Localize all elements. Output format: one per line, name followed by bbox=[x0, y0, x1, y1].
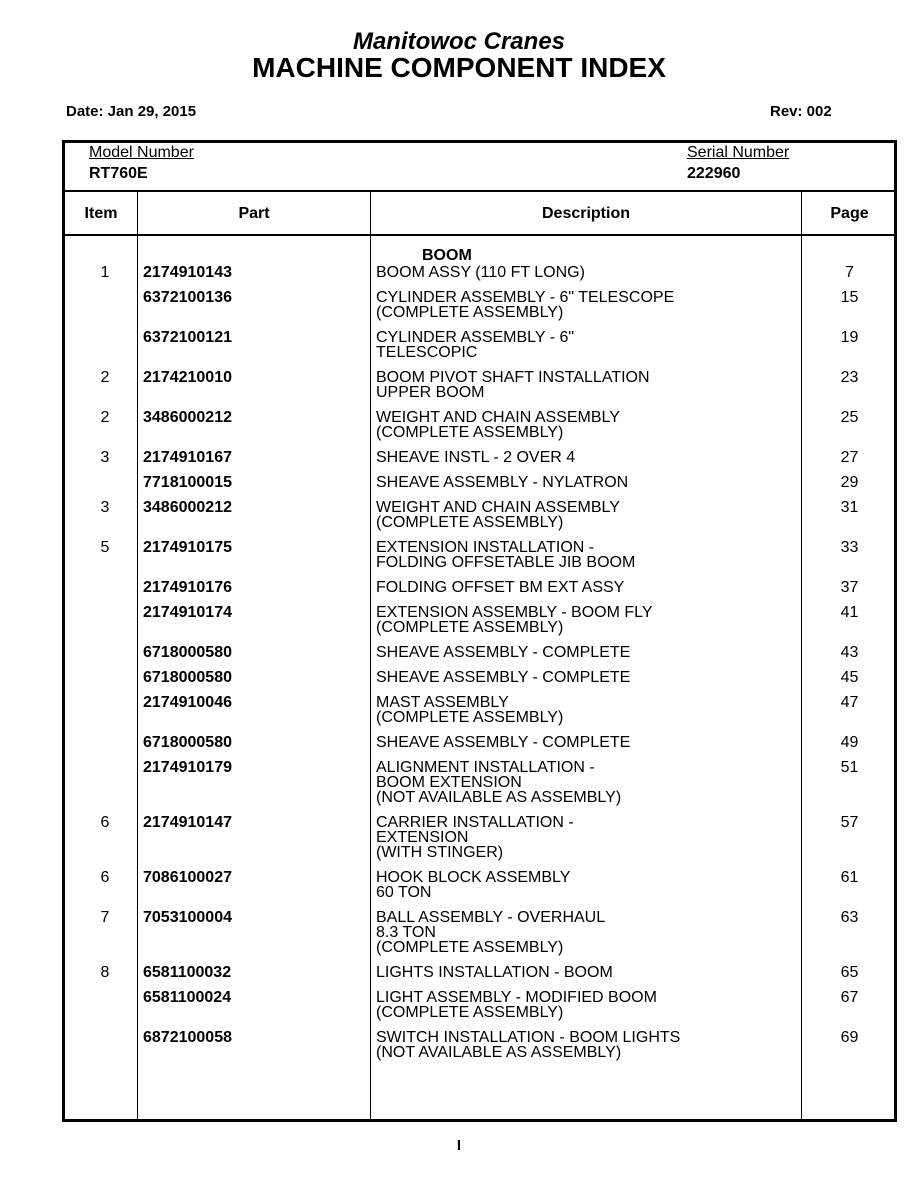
row-part-number: 2174910046 bbox=[143, 694, 232, 711]
row-description: LIGHTS INSTALLATION - BOOM bbox=[376, 964, 613, 981]
row-item-number: 2 bbox=[100, 409, 110, 426]
row-page-number: 7 bbox=[845, 264, 854, 281]
row-description: SHEAVE INSTL - 2 OVER 4 bbox=[376, 449, 576, 466]
row-part-number: 7718100015 bbox=[143, 474, 232, 491]
row-part-number: 6872100058 bbox=[143, 1029, 232, 1046]
row-description: BOOM ASSY (110 FT LONG) bbox=[376, 264, 585, 281]
component-index-table bbox=[62, 140, 897, 1122]
document-revision: Rev: 002 bbox=[770, 103, 832, 120]
row-item-number: 6 bbox=[100, 869, 110, 886]
company-name: Manitowoc Cranes bbox=[352, 28, 566, 55]
row-description: SHEAVE ASSEMBLY - COMPLETE bbox=[376, 734, 631, 751]
row-description: SHEAVE ASSEMBLY - NYLATRON bbox=[376, 474, 629, 491]
model-number-label: Model Number bbox=[89, 144, 194, 161]
row-description: WEIGHT AND CHAIN ASSEMBLY (COMPLETE ASSEMBLY) bbox=[376, 499, 620, 531]
row-item-number: 5 bbox=[100, 539, 110, 556]
row-part-number: 2174210010 bbox=[143, 369, 232, 386]
section-title: BOOM bbox=[422, 247, 472, 264]
row-page-number: 65 bbox=[840, 964, 859, 981]
row-page-number: 23 bbox=[840, 369, 859, 386]
row-description: MAST ASSEMBLY (COMPLETE ASSEMBLY) bbox=[376, 694, 564, 726]
row-page-number: 19 bbox=[840, 329, 859, 346]
row-description: SHEAVE ASSEMBLY - COMPLETE bbox=[376, 644, 631, 661]
row-part-number: 7086100027 bbox=[143, 869, 232, 886]
row-page-number: 61 bbox=[840, 869, 859, 886]
row-page-number: 41 bbox=[840, 604, 859, 621]
row-page-number: 57 bbox=[840, 814, 859, 831]
row-part-number: 6581100024 bbox=[143, 989, 232, 1006]
row-part-number: 2174910147 bbox=[143, 814, 232, 831]
serial-number-label: Serial Number bbox=[687, 144, 790, 161]
row-page-number: 43 bbox=[840, 644, 859, 661]
row-part-number: 3486000212 bbox=[143, 499, 232, 516]
row-item-number: 8 bbox=[100, 964, 110, 981]
row-item-number: 7 bbox=[100, 909, 110, 926]
row-part-number: 3486000212 bbox=[143, 409, 232, 426]
row-part-number: 7053100004 bbox=[143, 909, 232, 926]
row-page-number: 45 bbox=[840, 669, 859, 686]
row-page-number: 31 bbox=[840, 499, 859, 516]
column-header-divider bbox=[65, 234, 894, 236]
column-header-part: Part bbox=[238, 205, 270, 222]
row-page-number: 27 bbox=[840, 449, 859, 466]
row-description: SWITCH INSTALLATION - BOOM LIGHTS (NOT AVAILABLE AS ASSEMBLY) bbox=[376, 1029, 681, 1061]
row-page-number: 51 bbox=[840, 759, 859, 776]
page-number: I bbox=[456, 1137, 462, 1154]
row-item-number: 3 bbox=[100, 449, 110, 466]
row-page-number: 49 bbox=[840, 734, 859, 751]
row-page-number: 25 bbox=[840, 409, 859, 426]
row-part-number: 6718000580 bbox=[143, 669, 232, 686]
row-description: CYLINDER ASSEMBLY - 6" TELESCOPIC bbox=[376, 329, 575, 361]
row-description: EXTENSION INSTALLATION - FOLDING OFFSETABLE JIB BOOM bbox=[376, 539, 636, 571]
row-item-number: 1 bbox=[100, 264, 110, 281]
row-part-number: 6372100121 bbox=[143, 329, 232, 346]
row-part-number: 6718000580 bbox=[143, 644, 232, 661]
column-divider-part bbox=[370, 192, 371, 1119]
row-description: ALIGNMENT INSTALLATION - BOOM EXTENSION (NOT AVAILABLE AS ASSEMBLY) bbox=[376, 759, 622, 806]
row-part-number: 2174910143 bbox=[143, 264, 232, 281]
header-divider bbox=[65, 190, 894, 192]
row-part-number: 2174910167 bbox=[143, 449, 232, 466]
row-item-number: 6 bbox=[100, 814, 110, 831]
row-page-number: 37 bbox=[840, 579, 859, 596]
row-description: LIGHT ASSEMBLY - MODIFIED BOOM (COMPLETE ASSEMBLY) bbox=[376, 989, 657, 1021]
row-page-number: 47 bbox=[840, 694, 859, 711]
column-header-item: Item bbox=[84, 205, 118, 222]
row-part-number: 2174910176 bbox=[143, 579, 232, 596]
row-part-number: 6581100032 bbox=[143, 964, 232, 981]
row-page-number: 69 bbox=[840, 1029, 859, 1046]
serial-number-value: 222960 bbox=[687, 165, 741, 182]
row-description: HOOK BLOCK ASSEMBLY 60 TON bbox=[376, 869, 571, 901]
row-page-number: 33 bbox=[840, 539, 859, 556]
row-description: SHEAVE ASSEMBLY - COMPLETE bbox=[376, 669, 631, 686]
row-part-number: 6372100136 bbox=[143, 289, 232, 306]
row-description: CARRIER INSTALLATION - EXTENSION (WITH STINGER) bbox=[376, 814, 574, 861]
row-page-number: 63 bbox=[840, 909, 859, 926]
row-part-number: 2174910175 bbox=[143, 539, 232, 556]
row-part-number: 6718000580 bbox=[143, 734, 232, 751]
row-description: CYLINDER ASSEMBLY - 6" TELESCOPE (COMPLETE ASSEMBLY) bbox=[376, 289, 675, 321]
model-number-value: RT760E bbox=[89, 165, 148, 182]
row-part-number: 2174910179 bbox=[143, 759, 232, 776]
column-header-page: Page bbox=[830, 205, 869, 222]
row-part-number: 2174910174 bbox=[143, 604, 232, 621]
row-description: WEIGHT AND CHAIN ASSEMBLY (COMPLETE ASSEMBLY) bbox=[376, 409, 620, 441]
row-description: EXTENSION ASSEMBLY - BOOM FLY (COMPLETE ASSEMBLY) bbox=[376, 604, 653, 636]
row-description: BALL ASSEMBLY - OVERHAUL 8.3 TON (COMPLETE ASSEMBLY) bbox=[376, 909, 606, 956]
row-item-number: 2 bbox=[100, 369, 110, 386]
row-page-number: 29 bbox=[840, 474, 859, 491]
document-date: Date: Jan 29, 2015 bbox=[66, 103, 197, 120]
document-title: MACHINE COMPONENT INDEX bbox=[252, 52, 666, 83]
row-description: BOOM PIVOT SHAFT INSTALLATION UPPER BOOM bbox=[376, 369, 650, 401]
row-description: FOLDING OFFSET BM EXT ASSY bbox=[376, 579, 625, 596]
row-item-number: 3 bbox=[100, 499, 110, 516]
row-page-number: 67 bbox=[840, 989, 859, 1006]
column-header-description: Description bbox=[541, 205, 630, 222]
row-page-number: 15 bbox=[840, 289, 859, 306]
